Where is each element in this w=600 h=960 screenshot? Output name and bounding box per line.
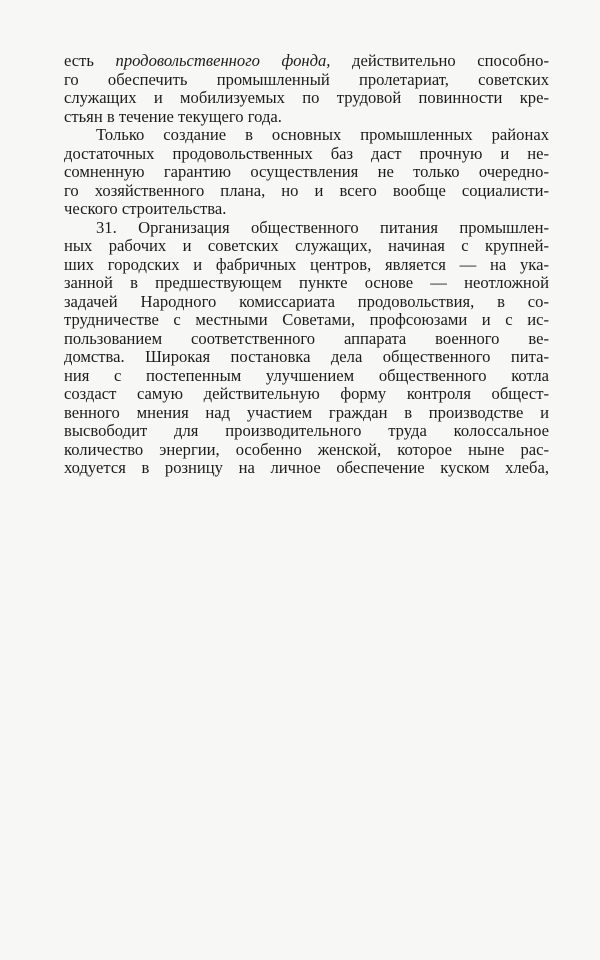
text-line: домства. Широкая постановка дела общественного пита- xyxy=(64,347,549,366)
paragraph-2 xyxy=(64,126,549,219)
text-line: 31. Организация общественного питания промышлен- xyxy=(96,217,549,237)
text-line: трудничестве с местными Советами, профсоюзами и с ис- xyxy=(64,310,549,329)
italic-phrase: продовольственного фонда, xyxy=(115,51,331,70)
text-line: венного мнения над участием граждан в производстве и xyxy=(64,402,549,422)
text-line: ходуется в розницу на личное обеспечение куском хлеба, xyxy=(64,458,549,477)
text-line: Только создание в основных промышленных районах xyxy=(96,125,549,144)
text-line: задачей Народного комиссариата продовольствия, в со- xyxy=(64,291,549,311)
text-line: ных рабочих и советских служащих, начиная с крупней- xyxy=(64,236,549,255)
text-line: количество энергии, особенно женской, которое ныне рас- xyxy=(64,439,549,459)
text-line: достаточных продовольственных баз даст прочную и не- xyxy=(64,143,549,163)
text-fragment: действительно способно- xyxy=(330,51,549,70)
text-line: стьян в течение текущего года. xyxy=(64,106,282,126)
paragraph-1 xyxy=(64,52,549,126)
text-line: го обеспечить промышленный пролетариат, советских xyxy=(64,69,549,89)
text-line: ческого строительства. xyxy=(64,199,227,218)
text-line: создаст самую действительную форму контроля общест- xyxy=(64,384,549,403)
text-line: сомненную гарантию осуществления не только очередно- xyxy=(64,162,549,181)
text-line: служащих и мобилизуемых по трудовой повинности кре- xyxy=(64,88,549,107)
text-line: го хозяйственного плана, но и всего вообще социалисти- xyxy=(64,180,549,200)
text-line xyxy=(64,52,549,71)
text-line: занной в предшествующем пункте основе — неотложной xyxy=(64,273,549,292)
text-fragment: есть xyxy=(64,51,116,70)
text-line: пользованием соответственного аппарата военного ве- xyxy=(64,328,549,348)
text-line: ших городских и фабричных центров, является — на ука- xyxy=(64,254,549,274)
document-page xyxy=(64,52,549,478)
text-line: ния с постепенным улучшением общественного котла xyxy=(64,365,549,385)
text-line: высвободит для производительного труда колоссальное xyxy=(64,421,549,440)
paragraph-31 xyxy=(64,219,549,478)
